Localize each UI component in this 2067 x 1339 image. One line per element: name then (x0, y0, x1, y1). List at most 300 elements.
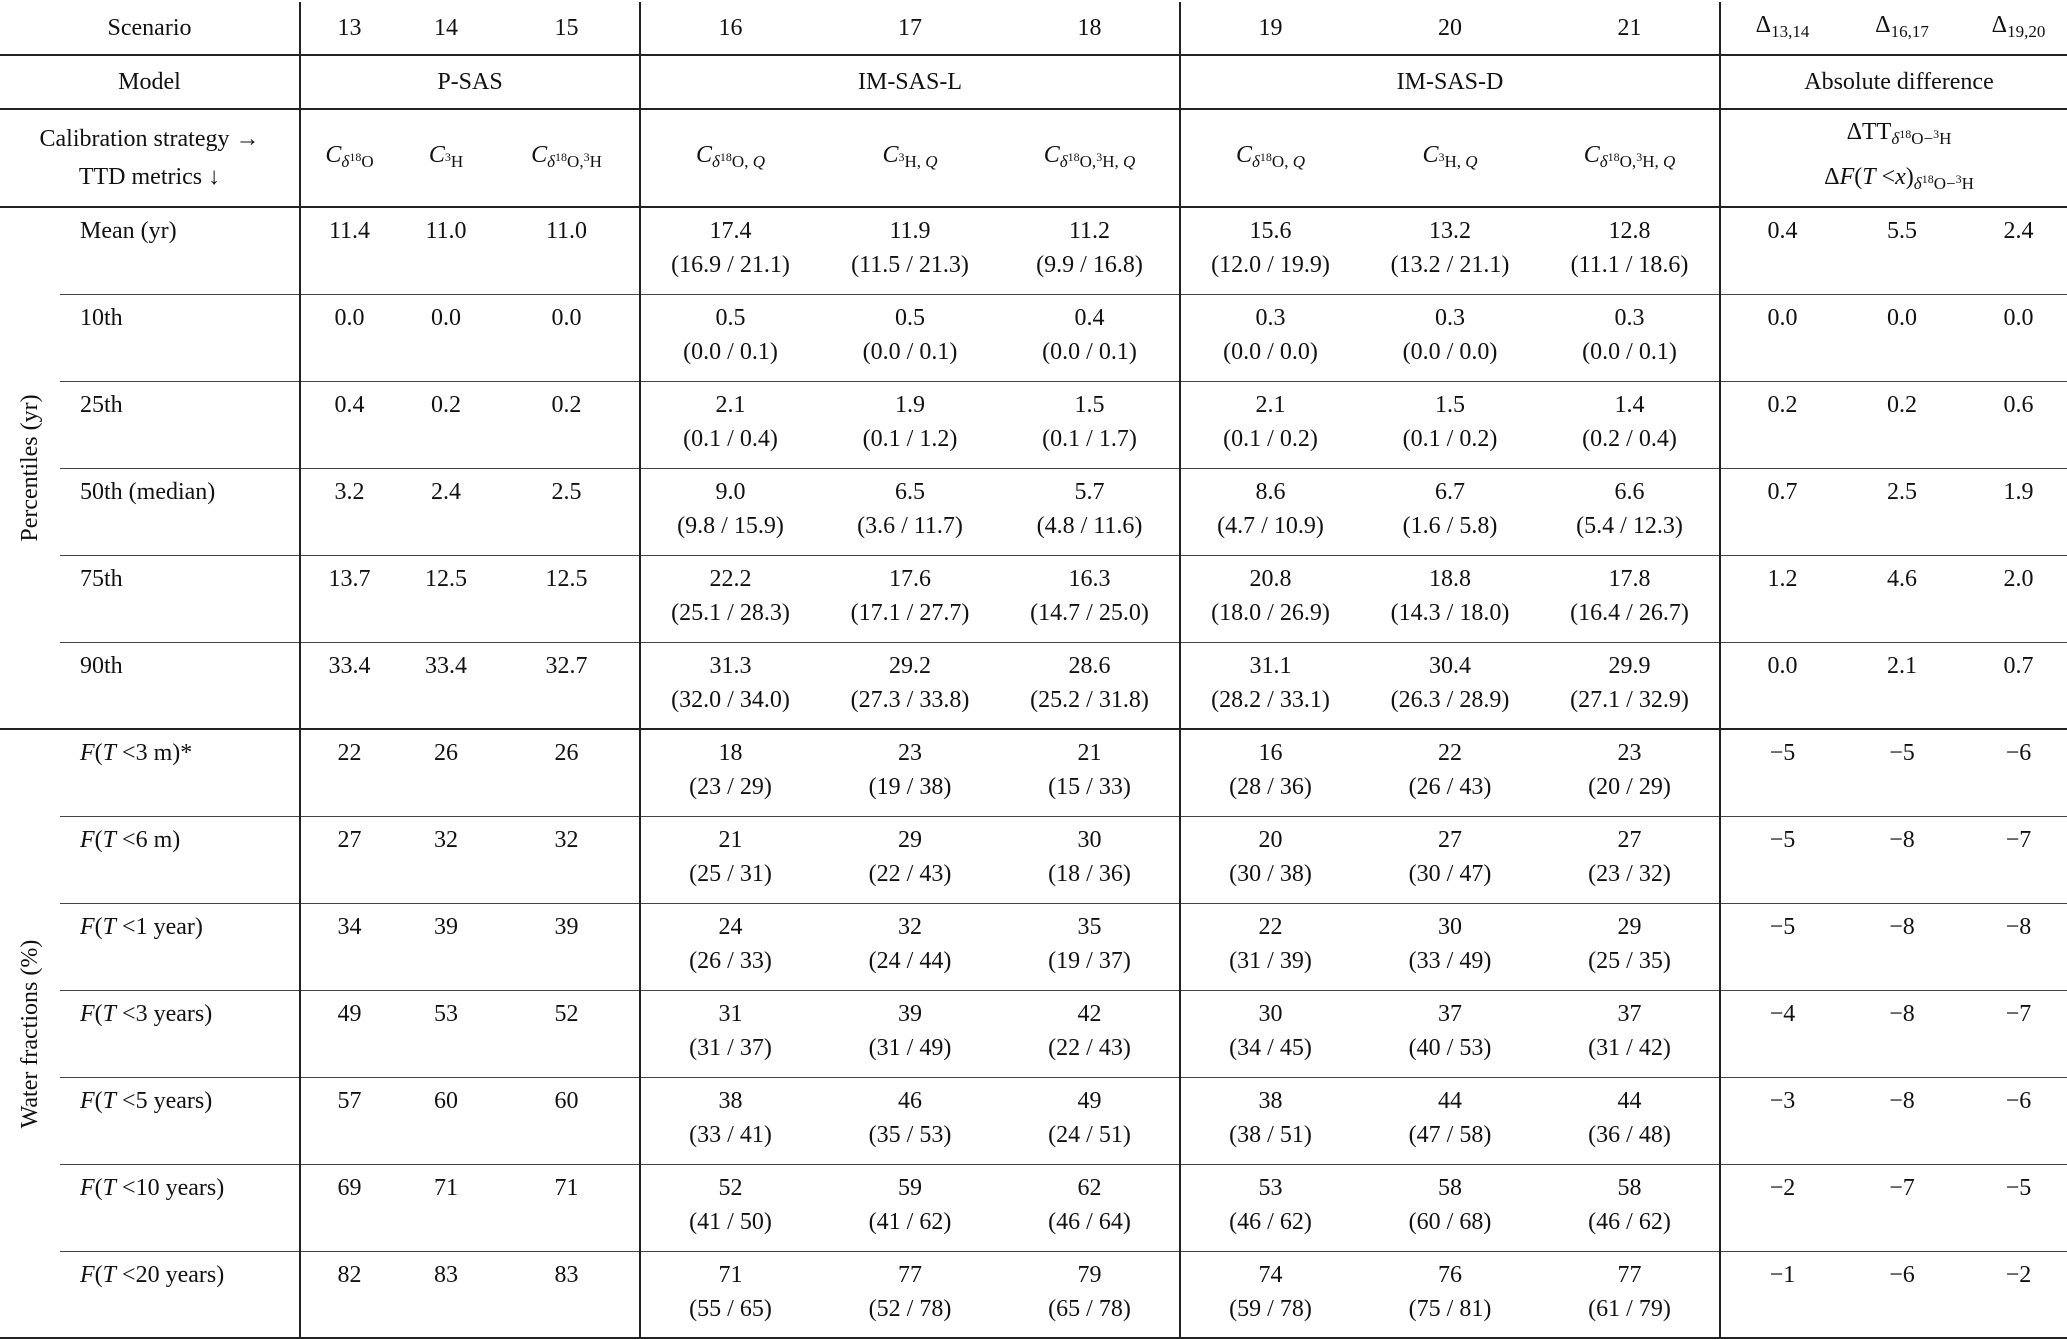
cell-value: 53 (1258, 1174, 1283, 1201)
cell-value: 17.6 (889, 565, 931, 592)
cell-value: 74 (1258, 1261, 1283, 1288)
row-label: F(T <1 year) (60, 903, 300, 990)
diff-cell: 2.4 (1960, 207, 2067, 294)
cell-range: (31 / 49) (868, 1034, 952, 1061)
value-cell (820, 1251, 1000, 1338)
value-cell (820, 555, 1000, 642)
cell-value: 26 (434, 740, 458, 766)
cell-range: (18 / 36) (1048, 860, 1131, 887)
cell-value: 23 (1617, 740, 1642, 766)
value-cell (398, 1077, 494, 1164)
value-cell (300, 381, 398, 468)
value-cell (820, 381, 1000, 468)
diff-cell: 0.7 (1720, 468, 1844, 555)
cell-range: (25 / 31) (689, 860, 772, 887)
delta-19-20: $\Delta_{19,20}$ (1960, 2, 2067, 55)
diff-cell: 2.1 (1844, 642, 1960, 729)
value-cell (640, 903, 820, 990)
cell-range: (47 / 58) (1408, 1121, 1492, 1148)
value-cell (1000, 294, 1180, 381)
cell-range: (28.2 / 33.1) (1211, 686, 1330, 713)
cell-range: (52 / 78) (868, 1295, 952, 1322)
value-cell (640, 468, 820, 555)
value-cell (398, 294, 494, 381)
value-cell (300, 990, 398, 1077)
value-cell (300, 1077, 398, 1164)
diff-cell: 2.5 (1844, 468, 1960, 555)
scenario-13: 13 (300, 2, 398, 55)
model-im-sas-d: IM-SAS-D (1180, 55, 1720, 109)
cell-value: 11.2 (1068, 218, 1111, 244)
diff-cell: −7 (1960, 990, 2067, 1077)
value-cell (1180, 555, 1360, 642)
cell-value: 17.8 (1608, 565, 1651, 592)
row-label: 90th (60, 642, 300, 729)
cell-value: 22 (1438, 740, 1462, 766)
table-row (0, 642, 2067, 729)
diff-cell: 1.9 (1960, 468, 2067, 555)
cell-range: (0.2 / 0.4) (1582, 425, 1677, 452)
value-cell (1360, 1164, 1540, 1251)
cell-value: 2.4 (431, 478, 461, 505)
cell-value: 31.3 (709, 652, 752, 679)
cell-range: (5.4 / 12.3) (1576, 512, 1683, 539)
diff-cell: −4 (1720, 990, 1844, 1077)
row-label: 10th (60, 294, 300, 381)
value-cell (1000, 990, 1180, 1077)
cell-value: 32 (434, 826, 458, 853)
cell-value: 62 (1077, 1174, 1102, 1201)
value-cell (300, 816, 398, 903)
cell-range: (33 / 49) (1408, 947, 1492, 974)
cell-value: 9.0 (715, 478, 746, 505)
cell-range: (26 / 33) (689, 947, 772, 974)
diff-cell: 5.5 (1844, 207, 1960, 294)
cell-value: 32 (898, 913, 922, 940)
scenario-18: 18 (1000, 2, 1180, 55)
cell-value: 11.0 (545, 218, 588, 244)
cell-value: 77 (898, 1261, 922, 1288)
cell-value: 11.4 (328, 218, 371, 244)
cell-value: 0.3 (1435, 304, 1465, 331)
cell-value: 16.3 (1068, 565, 1111, 592)
scenario-14: 14 (398, 2, 494, 55)
value-cell (1180, 294, 1360, 381)
cell-value: 22 (337, 740, 362, 766)
delta-16-17: $\Delta_{16,17}$ (1844, 2, 1960, 55)
value-cell (494, 903, 640, 990)
diff-cell: −8 (1960, 903, 2067, 990)
cell-value: 77 (1617, 1261, 1642, 1288)
value-cell (640, 816, 820, 903)
value-cell (398, 1164, 494, 1251)
diff-cell: 0.6 (1960, 381, 2067, 468)
group-label-water-fractions: Water fractions (%) (0, 729, 60, 1338)
value-cell (1360, 294, 1540, 381)
cell-value: 16 (1258, 740, 1283, 766)
row-label: F(T <20 years) (60, 1251, 300, 1338)
cell-range: (0.1 / 1.2) (862, 425, 958, 452)
diff-cell: −5 (1720, 816, 1844, 903)
cell-value: 33.4 (328, 652, 371, 679)
cell-value: 44 (1438, 1087, 1462, 1114)
strategy-21: $C_{\delta^{18}O,^3H, Q}$ (1540, 109, 1720, 207)
value-cell (1540, 1077, 1720, 1164)
diff-cell: −2 (1960, 1251, 2067, 1338)
value-cell (300, 642, 398, 729)
value-cell (640, 381, 820, 468)
value-cell (1360, 729, 1540, 816)
value-cell (494, 468, 640, 555)
cell-value: 27 (1438, 826, 1462, 853)
cell-range: (27.1 / 32.9) (1570, 686, 1689, 713)
value-cell (640, 555, 820, 642)
diff-cell: 0.7 (1960, 642, 2067, 729)
cell-value: 58 (1438, 1174, 1462, 1201)
value-cell (1360, 642, 1540, 729)
diff-cell: −7 (1844, 1164, 1960, 1251)
row-label: Mean (yr) (60, 207, 300, 294)
cell-value: 31 (718, 1000, 743, 1027)
value-cell (1000, 555, 1180, 642)
strategy-20: $C_{^3H, Q}$ (1360, 109, 1540, 207)
cell-range: (20 / 29) (1588, 774, 1671, 800)
cell-value: 0.0 (431, 304, 461, 331)
value-cell (494, 1251, 640, 1338)
cell-range: (9.8 / 15.9) (677, 512, 784, 539)
value-cell (1000, 1164, 1180, 1251)
diff-cell: −5 (1844, 729, 1960, 816)
value-cell (494, 1164, 640, 1251)
cell-value: 32.7 (545, 652, 588, 679)
value-cell (640, 294, 820, 381)
diff-cell: −5 (1960, 1164, 2067, 1251)
value-cell (398, 816, 494, 903)
value-cell (1000, 381, 1180, 468)
diff-cell: 0.2 (1720, 381, 1844, 468)
scenario-17: 17 (820, 2, 1000, 55)
value-cell (820, 990, 1000, 1077)
model-absolute-difference: Absolute difference (1720, 55, 2067, 109)
abs-diff-header: $\Delta TT_{\delta^{18}O-^3H}$ $\Delta F(T <x)_{\delta^{18}O-^3H}$ (1720, 109, 2067, 207)
cell-range: (23 / 32) (1588, 860, 1671, 887)
cell-range: (46 / 62) (1229, 1208, 1312, 1235)
value-cell (1180, 816, 1360, 903)
cell-range: (14.7 / 25.0) (1030, 599, 1149, 626)
cell-range: (0.0 / 0.1) (1042, 338, 1137, 365)
strategy-19: $C_{\delta^{18}O, Q}$ (1180, 109, 1360, 207)
cell-value: 79 (1077, 1261, 1102, 1288)
table-row (0, 1251, 2067, 1338)
value-cell (820, 1164, 1000, 1251)
value-cell (1000, 816, 1180, 903)
table-row (0, 555, 2067, 642)
cell-value: 12.5 (545, 565, 588, 592)
diff-cell: −8 (1844, 903, 1960, 990)
cell-value: 1.5 (1074, 391, 1105, 418)
cell-range: (27.3 / 33.8) (850, 686, 970, 713)
value-cell (1000, 1251, 1180, 1338)
cell-range: (41 / 62) (868, 1208, 952, 1235)
value-cell (1180, 381, 1360, 468)
value-cell (494, 207, 640, 294)
cell-range: (17.1 / 27.7) (850, 599, 970, 626)
strategy-13: $C_{\delta^{18}O}$ (300, 109, 398, 207)
value-cell (494, 990, 640, 1077)
cell-value: 30 (1258, 1000, 1283, 1027)
cell-range: (60 / 68) (1408, 1208, 1492, 1235)
cell-range: (35 / 53) (868, 1121, 952, 1148)
cell-range: (19 / 37) (1048, 947, 1131, 974)
value-cell (820, 1077, 1000, 1164)
cell-range: (25.1 / 28.3) (671, 599, 790, 626)
cell-value: 18.8 (1429, 565, 1471, 592)
cell-range: (55 / 65) (689, 1295, 772, 1322)
value-cell (1180, 207, 1360, 294)
cell-value: 82 (337, 1261, 362, 1288)
cell-value: 60 (554, 1087, 579, 1114)
calibration-label: Calibration strategy → TTD metrics ↓ (0, 109, 300, 207)
cell-range: (4.8 / 11.6) (1036, 512, 1143, 539)
cell-value: 38 (1258, 1087, 1283, 1114)
cell-value: 22 (1258, 913, 1283, 940)
value-cell (398, 381, 494, 468)
table-row (0, 1164, 2067, 1251)
value-cell (1180, 1164, 1360, 1251)
table-row (0, 294, 2067, 381)
value-cell (1180, 903, 1360, 990)
cell-value: 49 (337, 1000, 362, 1027)
diff-cell: 0.0 (1720, 642, 1844, 729)
cell-value: 38 (718, 1087, 743, 1114)
cell-value: 71 (434, 1174, 458, 1201)
cell-range: (0.1 / 0.2) (1223, 425, 1318, 452)
value-cell (1180, 468, 1360, 555)
cell-range: (14.3 / 18.0) (1390, 599, 1510, 626)
table-row (0, 468, 2067, 555)
value-cell (1000, 1077, 1180, 1164)
strategy-14: $C_{^3H}$ (398, 109, 494, 207)
cell-range: (0.0 / 0.1) (862, 338, 958, 365)
value-cell (1360, 1251, 1540, 1338)
cell-range: (75 / 81) (1408, 1295, 1492, 1322)
table-row (0, 903, 2067, 990)
cell-value: 0.3 (1255, 304, 1286, 331)
value-cell (398, 642, 494, 729)
cell-value: 0.4 (334, 391, 365, 418)
cell-range: (25 / 35) (1588, 947, 1671, 974)
diff-cell: 4.6 (1844, 555, 1960, 642)
cell-value: 39 (898, 1000, 922, 1027)
cell-value: 83 (434, 1261, 458, 1288)
table-row (0, 381, 2067, 468)
cell-range: (24 / 44) (868, 947, 952, 974)
cell-value: 13.7 (328, 565, 371, 592)
scenario-16: 16 (640, 2, 820, 55)
cell-range: (4.7 / 10.9) (1217, 512, 1324, 539)
cell-range: (30 / 38) (1229, 860, 1312, 887)
value-cell (1540, 1251, 1720, 1338)
group-label-percentiles: Percentiles (yr) (0, 207, 60, 729)
value-cell (1000, 729, 1180, 816)
cell-range: (0.0 / 0.1) (1582, 338, 1677, 365)
cell-range: (34 / 45) (1229, 1034, 1312, 1061)
value-cell (494, 729, 640, 816)
cell-range: (13.2 / 21.1) (1390, 252, 1510, 278)
value-cell (640, 1251, 820, 1338)
cell-value: 30 (1077, 826, 1102, 853)
cell-value: 71 (554, 1174, 579, 1201)
value-cell (1540, 468, 1720, 555)
diff-cell: 2.0 (1960, 555, 2067, 642)
cell-range: (65 / 78) (1048, 1295, 1131, 1322)
cell-range: (31 / 42) (1588, 1034, 1671, 1061)
value-cell (1360, 468, 1540, 555)
cell-range: (40 / 53) (1408, 1034, 1492, 1061)
model-row (0, 55, 2067, 109)
strategy-15: $C_{\delta^{18}O,^3H}$ (494, 109, 640, 207)
cell-value: 18 (718, 740, 743, 766)
value-cell (1360, 990, 1540, 1077)
cell-value: 0.2 (551, 391, 582, 418)
value-cell (820, 468, 1000, 555)
delta-13-14: $\Delta_{13,14}$ (1720, 2, 1844, 55)
cell-value: 29.9 (1608, 652, 1651, 679)
cell-value: 53 (434, 1000, 458, 1027)
cell-value: 33.4 (425, 652, 467, 679)
scenario-20: 20 (1360, 2, 1540, 55)
cell-value: 29 (1617, 913, 1642, 940)
cell-value: 58 (1617, 1174, 1642, 1201)
cell-value: 37 (1617, 1000, 1642, 1027)
cell-value: 6.7 (1435, 478, 1465, 505)
strategy-16: $C_{\delta^{18}O, Q}$ (640, 109, 820, 207)
cell-range: (33 / 41) (689, 1121, 772, 1148)
value-cell (1540, 903, 1720, 990)
cell-value: 57 (337, 1087, 362, 1114)
row-label: F(T <3 years) (60, 990, 300, 1077)
cell-range: (9.9 / 16.8) (1036, 252, 1143, 278)
cell-value: 52 (718, 1174, 743, 1201)
value-cell (398, 903, 494, 990)
cell-value: 27 (1617, 826, 1642, 853)
row-label: F(T <3 m)* (60, 729, 300, 816)
cell-range: (38 / 51) (1229, 1121, 1312, 1148)
strategy-18: $C_{\delta^{18}O,^3H, Q}$ (1000, 109, 1180, 207)
cell-range: (26.3 / 28.9) (1390, 686, 1510, 713)
model-label: Model (0, 55, 300, 109)
value-cell (1360, 555, 1540, 642)
value-cell (1360, 381, 1540, 468)
cell-value: 1.5 (1435, 391, 1465, 418)
cell-value: 2.1 (1255, 391, 1286, 418)
model-im-sas-l: IM-SAS-L (640, 55, 1180, 109)
cell-value: 71 (718, 1261, 743, 1288)
value-cell (300, 729, 398, 816)
value-cell (820, 729, 1000, 816)
cell-range: (32.0 / 34.0) (671, 686, 790, 713)
diff-cell: 0.2 (1844, 381, 1960, 468)
cell-value: 32 (554, 826, 579, 853)
value-cell (300, 1164, 398, 1251)
cell-range: (0.0 / 0.0) (1402, 338, 1498, 365)
cell-range: (0.1 / 0.4) (683, 425, 778, 452)
value-cell (1180, 1251, 1360, 1338)
cell-value: 30.4 (1429, 652, 1471, 679)
cell-range: (36 / 48) (1588, 1121, 1671, 1148)
cell-value: 30 (1438, 913, 1462, 940)
cell-value: 26 (554, 740, 579, 766)
scenario-15: 15 (494, 2, 640, 55)
value-cell (494, 294, 640, 381)
cell-range: (15 / 33) (1048, 774, 1131, 800)
cell-range: (11.1 / 18.6) (1570, 252, 1689, 278)
cell-value: 0.2 (431, 391, 461, 418)
value-cell (494, 642, 640, 729)
cell-value: 29.2 (889, 652, 931, 679)
value-cell (1540, 642, 1720, 729)
cell-range: (11.5 / 21.3) (851, 252, 969, 278)
row-label: F(T <6 m) (60, 816, 300, 903)
value-cell (640, 1077, 820, 1164)
value-cell (1180, 729, 1360, 816)
cell-value: 0.4 (1074, 304, 1105, 331)
value-cell (640, 729, 820, 816)
cell-value: 69 (337, 1174, 362, 1201)
value-cell (1360, 207, 1540, 294)
cell-value: 0.0 (551, 304, 582, 331)
cell-value: 39 (554, 913, 579, 940)
value-cell (494, 555, 640, 642)
value-cell (300, 555, 398, 642)
cell-value: 21 (1077, 740, 1102, 766)
cell-range: (24 / 51) (1048, 1121, 1131, 1148)
cell-value: 2.5 (551, 478, 582, 505)
value-cell (820, 294, 1000, 381)
value-cell (300, 207, 398, 294)
cell-value: 0.3 (1614, 304, 1645, 331)
results-table (0, 2, 2067, 1339)
value-cell (398, 468, 494, 555)
cell-value: 76 (1438, 1261, 1462, 1288)
value-cell (1000, 207, 1180, 294)
cell-range: (41 / 50) (689, 1208, 772, 1235)
cell-range: (46 / 64) (1048, 1208, 1131, 1235)
value-cell (1540, 990, 1720, 1077)
cell-value: 46 (898, 1087, 922, 1114)
row-label: F(T <5 years) (60, 1077, 300, 1164)
cell-range: (0.1 / 1.7) (1042, 425, 1137, 452)
row-label: 25th (60, 381, 300, 468)
cell-value: 35 (1077, 913, 1102, 940)
value-cell (640, 990, 820, 1077)
value-cell (1360, 903, 1540, 990)
cell-range: (59 / 78) (1229, 1295, 1312, 1322)
value-cell (820, 642, 1000, 729)
strategy-17: $C_{^3H, Q}$ (820, 109, 1000, 207)
cell-value: 6.5 (895, 478, 925, 505)
cell-value: 17.4 (709, 218, 752, 244)
value-cell (820, 816, 1000, 903)
diff-cell: −6 (1960, 1077, 2067, 1164)
diff-cell: 0.0 (1960, 294, 2067, 381)
value-cell (300, 294, 398, 381)
cell-range: (22 / 43) (868, 860, 952, 887)
calibration-row (0, 109, 2067, 207)
cell-value: 31.1 (1249, 652, 1292, 679)
cell-value: 8.6 (1255, 478, 1286, 505)
cell-value: 34 (337, 913, 362, 940)
